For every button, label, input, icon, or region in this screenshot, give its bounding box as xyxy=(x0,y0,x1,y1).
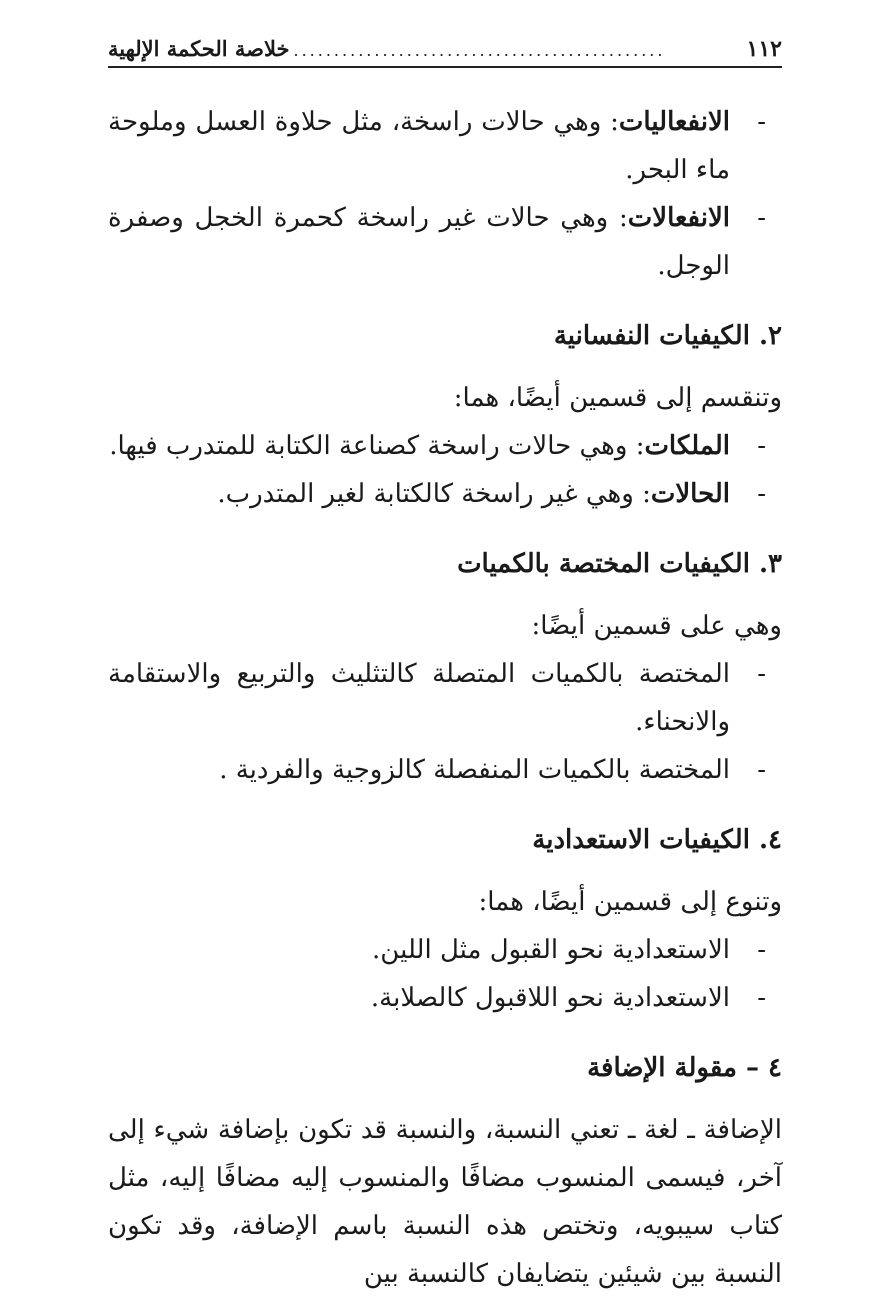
term: الانفعالات xyxy=(627,203,730,233)
definition: الاستعدادية نحو اللاقبول كالصلابة. xyxy=(370,983,730,1013)
section-heading: ٤ – مقولة الإضافة xyxy=(587,1053,782,1083)
bullet-dash: - xyxy=(757,659,766,689)
body-paragraph: الإضافة ـ لغة ـ تعني النسبة، والنسبة قد تكون بإضافة شيء إلى آخر، فيسمى المنسوب مضافًا والمنسوب إليه مضافًا إليه، مثل كتاب سيبويه، وتختص هذه النسبة باسم الإضافة، وقد تكون النسبة بين شيئين يتضايفان كالنسبة بين xyxy=(108,1115,782,1289)
list-item xyxy=(108,746,782,794)
definition: المختصة بالكميات المتصلة كالتثليث والتربيع والاستقامة والانحناء. xyxy=(108,659,730,737)
section-heading: ٢. الكيفيات النفسانية xyxy=(553,321,782,351)
header-leader-dots: .............................................. xyxy=(293,41,666,60)
bullet-dash: - xyxy=(757,935,766,965)
list-item xyxy=(108,926,782,974)
bullet-dash: - xyxy=(757,983,766,1013)
bullet-dash: - xyxy=(757,203,766,233)
list-item xyxy=(108,974,782,1022)
bullet-dash: - xyxy=(757,479,766,509)
term: الحالات xyxy=(650,479,730,509)
bullet-dash: - xyxy=(757,107,766,137)
bullet-dash: - xyxy=(757,431,766,461)
list-item xyxy=(108,650,782,746)
book-title: خلاصة الحكمة الإلهية xyxy=(108,36,290,61)
section-heading: ٣. الكيفيات المختصة بالكميات xyxy=(457,549,782,579)
section-heading: ٤. الكيفيات الاستعدادية xyxy=(532,825,782,855)
definition: المختصة بالكميات المنفصلة كالزوجية والفردية . xyxy=(219,755,730,785)
definition: الاستعدادية نحو القبول مثل اللين. xyxy=(372,935,730,965)
running-header xyxy=(108,28,782,68)
list-item xyxy=(108,98,782,194)
definition: : وهي حالات راسخة كصناعة الكتابة للمتدرب فيها. xyxy=(109,431,645,461)
term: الملكات xyxy=(644,431,730,461)
page-body xyxy=(108,98,782,1298)
definition: : وهي حالات غير راسخة كحمرة الخجل وصفرة الوجل. xyxy=(108,203,730,281)
term: الانفعاليات xyxy=(618,107,730,137)
section-intro: وتنوع إلى قسمين أيضًا، هما: xyxy=(478,887,782,917)
section-intro: وهي على قسمين أيضًا: xyxy=(531,611,782,641)
section-intro: وتنقسم إلى قسمين أيضًا، هما: xyxy=(453,383,782,413)
definition: : وهي حالات راسخة، مثل حلاوة العسل وملوحة ماء البحر. xyxy=(108,107,730,185)
definition: : وهي غير راسخة كالكتابة لغير المتدرب. xyxy=(217,479,651,509)
page-number: ١١٢ xyxy=(746,36,782,62)
list-item xyxy=(108,470,782,518)
list-item xyxy=(108,194,782,290)
list-item xyxy=(108,422,782,470)
bullet-dash: - xyxy=(757,755,766,785)
